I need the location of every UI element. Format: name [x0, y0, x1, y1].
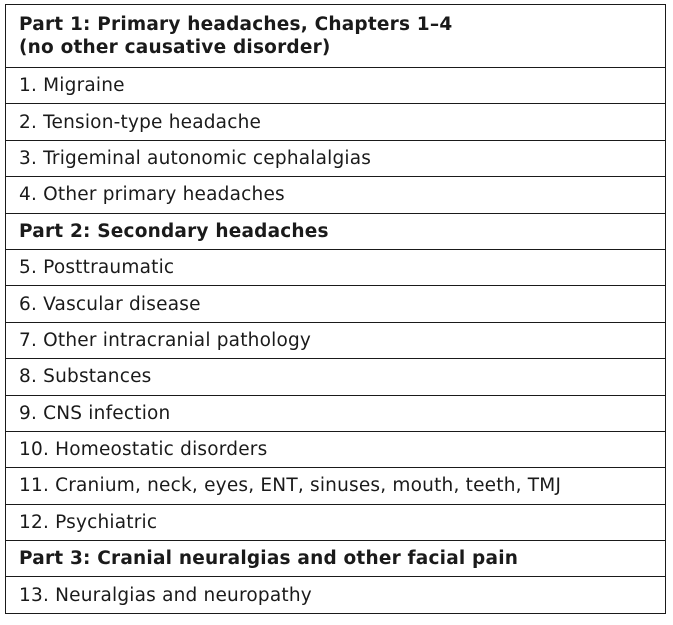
table-row: 11. Cranium, neck, eyes, ENT, sinuses, mouth, teeth, TMJ [6, 468, 665, 504]
table-row: 7. Other intracranial pathology [6, 323, 665, 359]
headache-classification-table [5, 4, 666, 614]
part-1-title: Part 1: Primary headaches, Chapters 1–4 [19, 14, 453, 35]
table-row: 2. Tension-type headache [6, 104, 665, 140]
table-row: 3. Trigeminal autonomic cephalalgias [6, 141, 665, 177]
table-row: 6. Vascular disease [6, 286, 665, 322]
table-row: 13. Neuralgias and neuropathy [19, 585, 312, 607]
table-row: 4. Other primary headaches [6, 177, 665, 213]
table-row: 5. Posttraumatic [6, 250, 665, 286]
part-1-header [6, 5, 665, 68]
part-3-header: Part 3: Cranial neuralgias and other facial pain [6, 541, 665, 577]
table-row: 12. Psychiatric [6, 505, 665, 541]
table-row: 8. Substances [6, 359, 665, 395]
table-row: 1. Migraine [6, 68, 665, 104]
table-row: 10. Homeostatic disorders [6, 432, 665, 468]
part-1-subtitle: (no other causative disorder) [19, 37, 331, 58]
table-row: 9. CNS infection [6, 396, 665, 432]
part-2-header: Part 2: Secondary headaches [6, 214, 665, 250]
